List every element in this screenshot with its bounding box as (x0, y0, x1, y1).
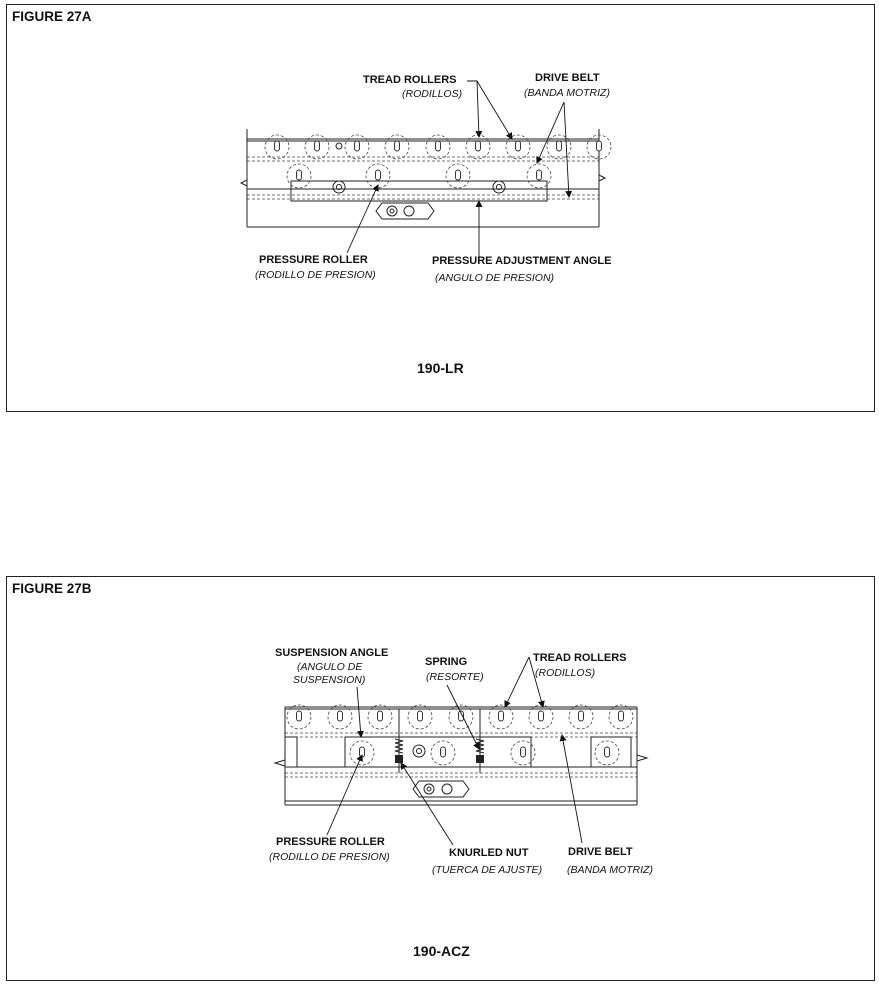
figure-27b-panel (6, 576, 875, 981)
label-tread-rollers: TREAD ROLLERS (533, 652, 627, 664)
label-pressure-roller: PRESSURE ROLLER (259, 254, 368, 266)
pressure-rollers (287, 164, 551, 188)
label-knurled-nut: KNURLED NUT (449, 847, 529, 859)
label-tread-rollers-es: (RODILLOS) (535, 667, 596, 679)
figure-27a-title: FIGURE 27A (12, 9, 92, 24)
suspension-angle (345, 737, 531, 767)
label-pressure-adjustment-angle: PRESSURE ADJUSTMENT ANGLE (432, 255, 612, 267)
leader-knurled-nut (401, 763, 453, 845)
label-pressure-roller: PRESSURE ROLLER (276, 836, 385, 848)
pressure-adjustment-angle (291, 181, 547, 201)
figure-27b-conveyor-drawing (7, 577, 876, 982)
drive-bracket (376, 203, 434, 219)
figure-27a-panel (6, 4, 875, 412)
knurled-nut-icon (395, 755, 403, 763)
leader-tread-rollers-2 (529, 657, 543, 707)
bolt-icon (336, 143, 342, 149)
pressure-roller (431, 741, 455, 765)
leader-tread-rollers-2 (477, 81, 512, 139)
knurled-nut-icon (476, 755, 484, 763)
figure-27a-conveyor-drawing (7, 5, 876, 413)
label-drive-belt: DRIVE BELT (535, 72, 600, 84)
label-suspension-angle-es-2: SUSPENSION) (293, 674, 366, 686)
pressure-roller (366, 164, 390, 188)
label-spring-es: (RESORTE) (426, 671, 484, 683)
pressure-roller (350, 741, 374, 765)
leader-drive-belt-2 (564, 102, 569, 197)
label-knurled-nut-es: (TUERCA DE AJUSTE) (432, 864, 543, 876)
leader-drive-belt-1 (537, 102, 564, 163)
pressure-roller (446, 164, 470, 188)
figure-27a-model: 190-LR (417, 360, 464, 376)
spring-icon (395, 709, 403, 773)
pressure-roller (595, 741, 619, 765)
label-pressure-roller-es: (RODILLO DE PRESION) (255, 269, 376, 281)
leader-suspension-angle (357, 687, 361, 737)
label-tread-rollers-es: (RODILLOS) (402, 88, 463, 100)
label-suspension-angle: SUSPENSION ANGLE (275, 647, 389, 659)
bolt-icon (333, 181, 345, 193)
label-pressure-adjustment-angle-es: (ANGULO DE PRESION) (435, 272, 555, 284)
leader-drive-belt (562, 735, 582, 843)
figure-27b-model: 190-ACZ (413, 943, 470, 959)
leader-tread-rollers-1 (467, 81, 479, 137)
label-tread-rollers: TREAD ROLLERS (363, 74, 457, 86)
figure-27b-title: FIGURE 27B (12, 581, 92, 596)
label-spring: SPRING (425, 656, 468, 668)
label-drive-belt-es: (BANDA MOTRIZ) (524, 87, 610, 99)
label-drive-belt: DRIVE BELT (568, 846, 633, 858)
label-pressure-roller-es: (RODILLO DE PRESION) (269, 851, 390, 863)
pressure-rollers (350, 741, 619, 765)
bolt-icon (493, 181, 505, 193)
leader-tread-rollers-1 (505, 657, 529, 707)
label-suspension-angle-es-1: (ANGULO DE (297, 661, 363, 673)
bolt-icon (413, 745, 425, 757)
spring-icon (476, 709, 484, 773)
leader-spring (447, 685, 479, 749)
label-drive-belt-es: (BANDA MOTRIZ) (567, 864, 653, 876)
